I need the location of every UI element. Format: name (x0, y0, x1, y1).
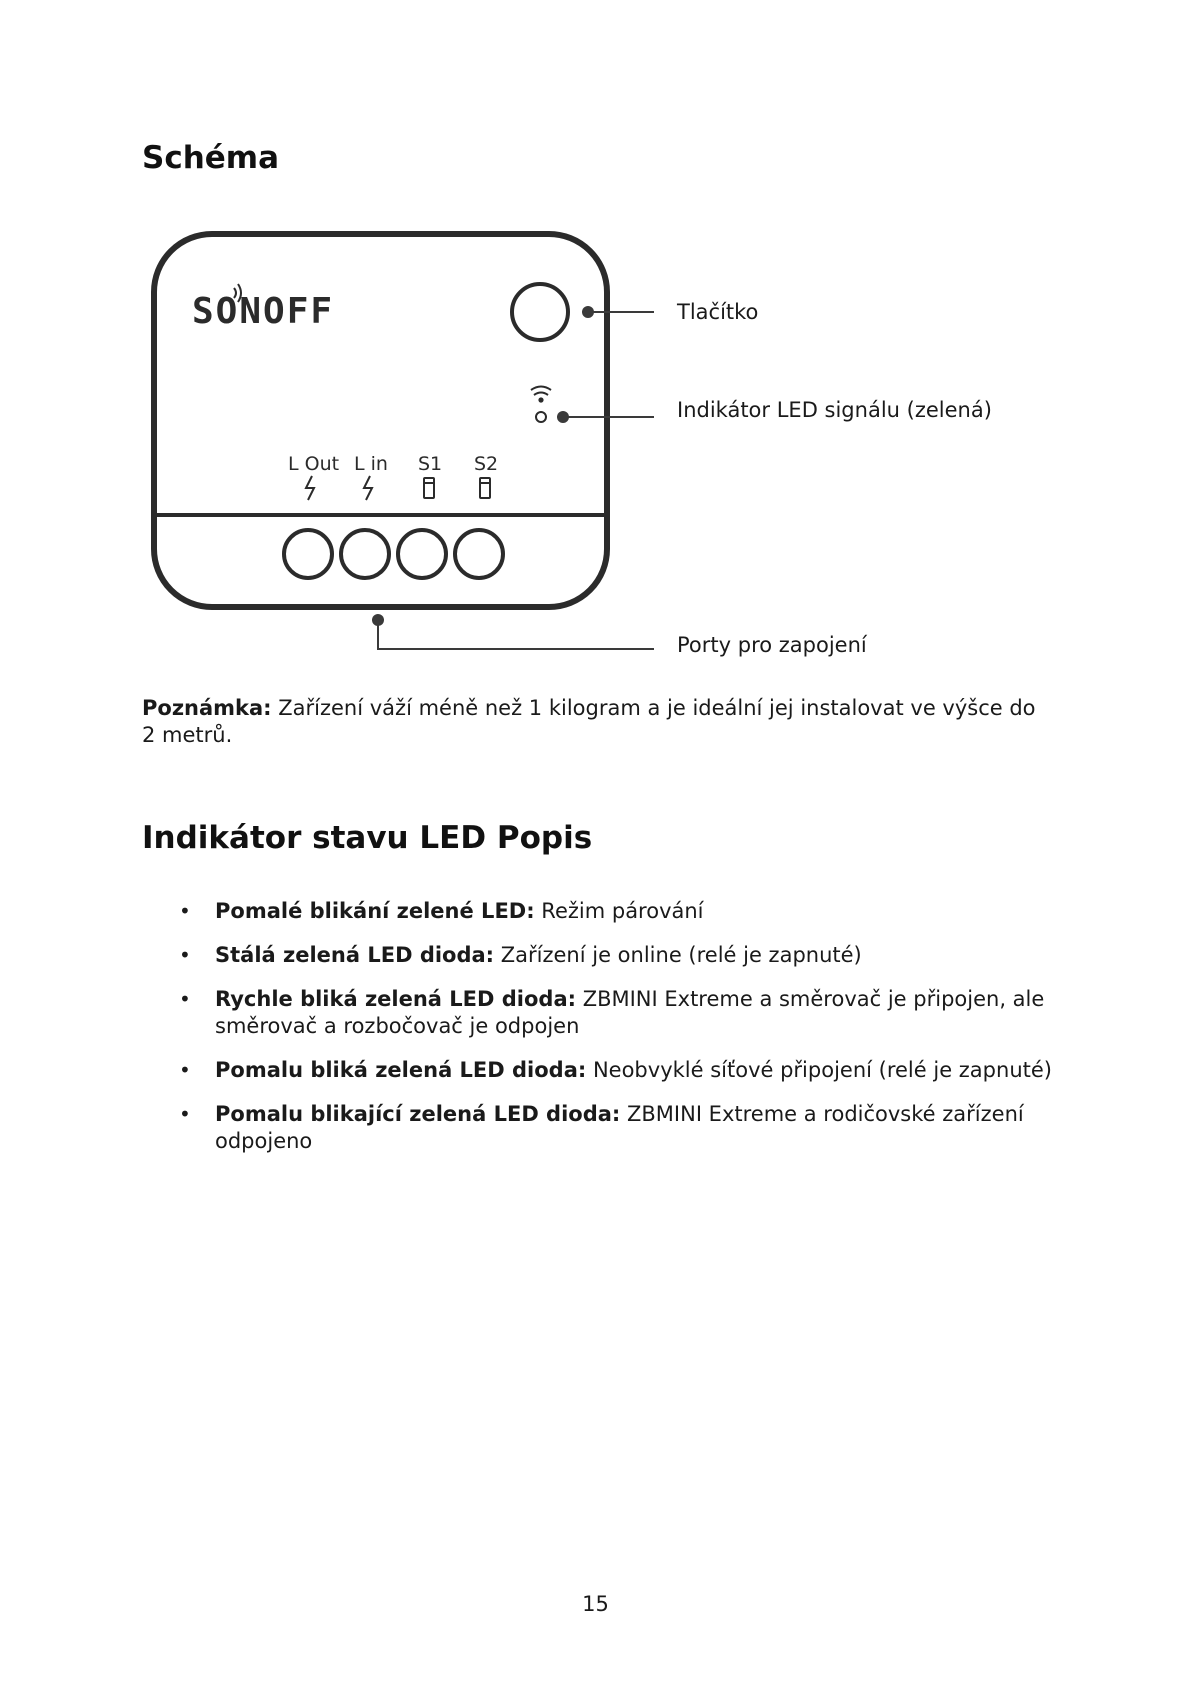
list-item (142, 942, 1062, 969)
port-label-s2: S2 (474, 453, 499, 475)
brand-logo: SONOFF (192, 291, 335, 332)
led-state-label: Rychle bliká zelená LED dioda: (215, 987, 577, 1011)
section-title-led-status: Indikátor stavu LED Popis (142, 820, 593, 856)
lightning-icon (306, 476, 314, 500)
led-state-text: ZBMINI Extreme a směrovač je připojen, ale směrovač a rozbočovač je odpojen (215, 987, 1045, 1038)
callout-label-ports: Porty pro zapojení (677, 633, 867, 657)
led-status-list (142, 898, 1062, 1172)
led-state-text: Neobvyklé síťové připojení (relé je zapnuté) (586, 1058, 1052, 1082)
device-diagram (140, 220, 1060, 670)
port-label-s1: S1 (418, 453, 443, 475)
switch-icon (424, 478, 434, 498)
led-indicator (536, 412, 546, 422)
bullet-icon: • (179, 1058, 191, 1082)
list-item (142, 898, 1062, 925)
wifi-icon (531, 387, 551, 402)
port-label-lout: L Out (288, 453, 340, 475)
bullet-icon: • (179, 899, 191, 923)
device-button (512, 284, 568, 340)
led-state-label: Stálá zelená LED dioda: (215, 943, 495, 967)
callout-line-ports (378, 620, 654, 649)
switch-icon (480, 478, 490, 498)
led-state-label: Pomalu bliká zelená LED dioda: (215, 1058, 587, 1082)
port-terminal (398, 530, 446, 578)
bullet-icon: • (179, 943, 191, 967)
led-state-label: Pomalu blikající zelená LED dioda: (215, 1102, 621, 1126)
device-illustration (140, 220, 1060, 670)
port-terminal (455, 530, 503, 578)
led-state-label: Pomalé blikání zelené LED: (215, 899, 535, 923)
bullet-icon: • (179, 1102, 191, 1126)
led-state-text: ZBMINI Extreme a rodičovské zařízení odpojeno (215, 1102, 1024, 1153)
list-item (142, 986, 1062, 1040)
lightning-icon (364, 476, 372, 500)
section-title-schema: Schéma (142, 140, 280, 176)
port-terminal (341, 530, 389, 578)
port-label-lin: L in (354, 453, 388, 475)
bullet-icon: • (179, 987, 191, 1011)
note-label: Poznámka: (142, 696, 272, 720)
note-text: Zařízení váží méně než 1 kilogram a je ideální jej instalovat ve výšce do 2 metrů. (142, 696, 1036, 747)
list-item (142, 1057, 1062, 1084)
callout-label-led: Indikátor LED signálu (zelená) (677, 398, 992, 422)
list-item (142, 1101, 1062, 1155)
led-state-text: Zařízení je online (relé je zapnuté) (494, 943, 862, 967)
callout-label-button: Tlačítko (677, 300, 759, 324)
led-state-text: Režim párování (534, 899, 704, 923)
installation-note (142, 695, 1042, 749)
port-terminal (284, 530, 332, 578)
page-number: 15 (582, 1592, 609, 1616)
